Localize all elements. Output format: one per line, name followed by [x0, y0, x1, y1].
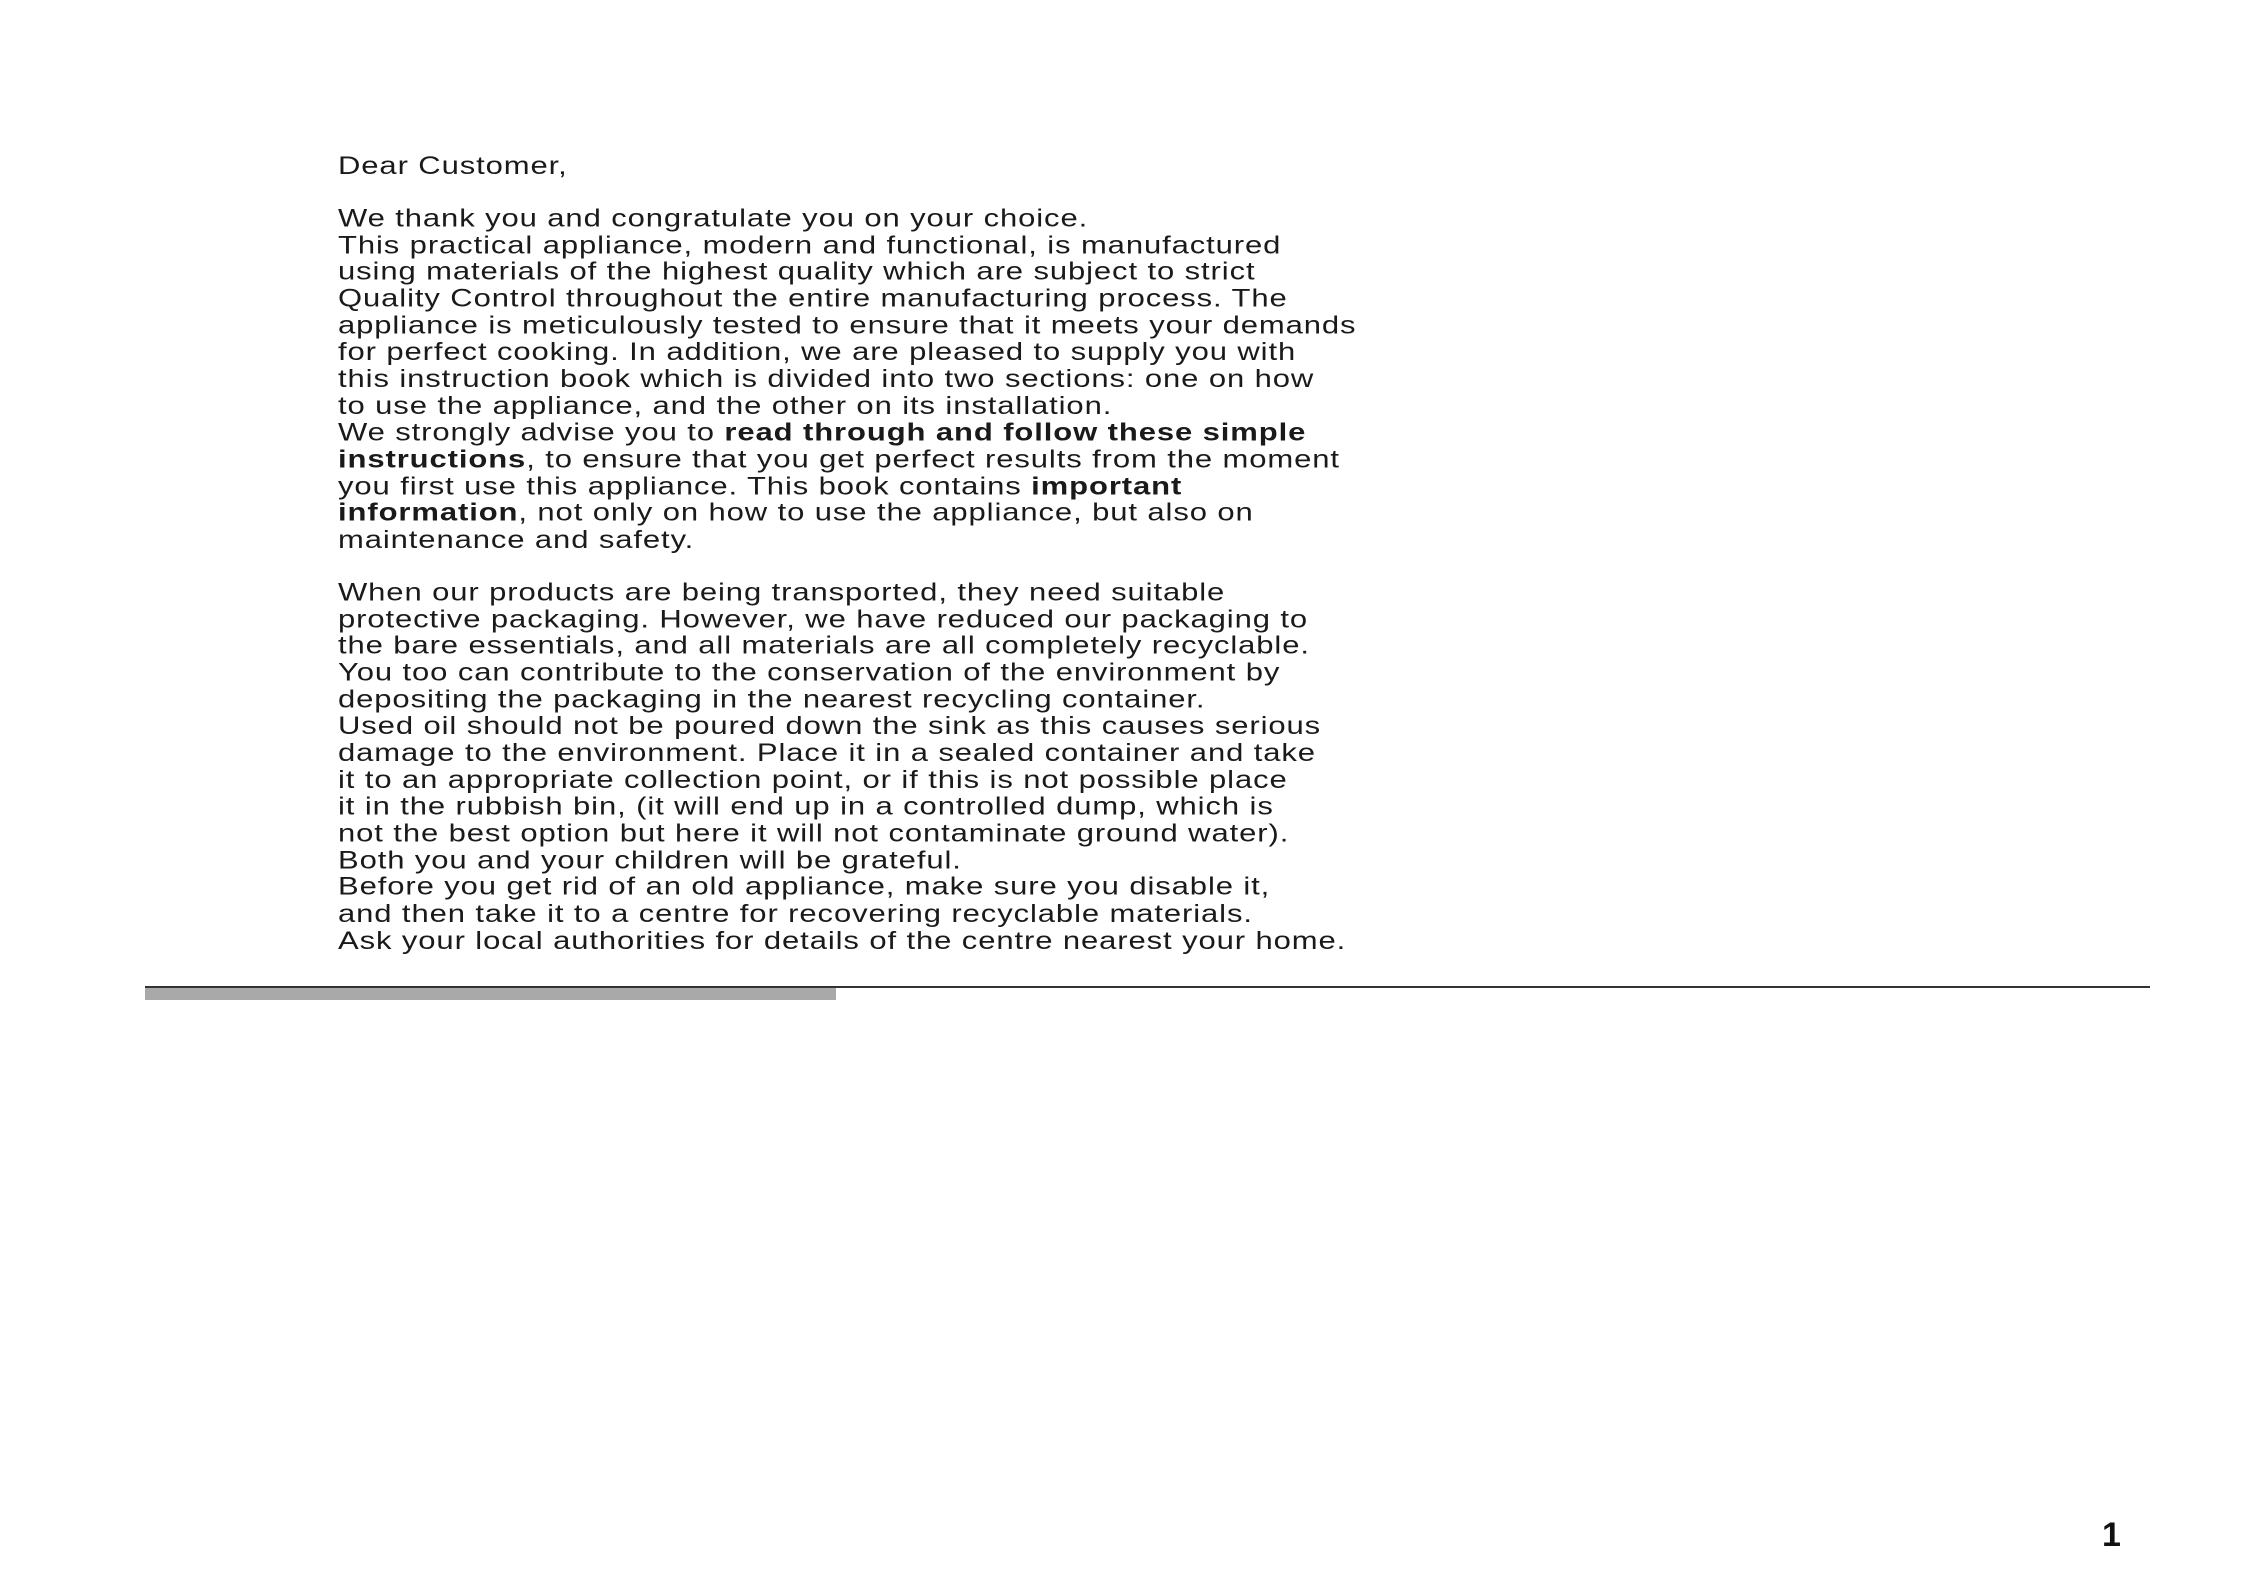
text-line [338, 630, 1346, 660]
text-run: When our products are being transported, they need suitable [338, 577, 1226, 607]
text-line [338, 579, 1346, 606]
text-run: Ask your local authorities for details of the centre nearest your home. [338, 925, 1347, 955]
text-line [338, 764, 1346, 794]
text-line [338, 740, 1346, 767]
text-line [338, 847, 1346, 874]
text-line [338, 256, 1356, 286]
text-line [338, 900, 1346, 927]
text-run: to use the appliance, and the other on its installation. [338, 390, 1113, 420]
bold-text: important [1031, 471, 1183, 500]
text-line [338, 205, 1356, 232]
text-line [338, 419, 1356, 446]
intro-paragraph-text [338, 205, 1356, 553]
text-run: This practical appliance, modern and functional, is manufactured [338, 230, 1282, 259]
text-line [338, 713, 1346, 740]
text-line [338, 526, 1356, 553]
text-line [338, 366, 1356, 393]
environment-paragraph [338, 579, 1346, 1036]
text-line [338, 390, 1356, 420]
text-run: the bare essentials, and all materials are all completely recyclable. [338, 630, 1310, 660]
text-line [338, 312, 1356, 339]
text-run: depositing the packaging in the nearest recycling container. [338, 684, 1206, 714]
text-run: , to ensure that you get perfect results from the moment [526, 444, 1340, 474]
text-run: not the best option but here it will not contaminate ground water). [338, 818, 1290, 848]
text-run: it in the rubbish bin, (it will end up in a controlled dump, which is [338, 791, 1274, 821]
greeting: Dear Customer, [338, 151, 568, 180]
page-number: 1 [2102, 1516, 2121, 1554]
text-run: damage to the environment. Place it in a sealed container and take [338, 738, 1316, 767]
text-run: Before you get rid of an old appliance, make sure you disable it, [338, 872, 1271, 901]
text-run: appliance is meticulously tested to ensure that it meets your demands [338, 310, 1357, 340]
text-line [338, 793, 1346, 820]
text-line [338, 659, 1346, 686]
text-line [338, 339, 1356, 366]
text-line [338, 686, 1346, 713]
text-run: for perfect cooking. In addition, we are pleased to supply you with [338, 337, 1297, 367]
text-run: Used oil should not be poured down the sink as this causes serious [338, 711, 1322, 741]
text-run: You too can contribute to the conservation of the environment by [338, 657, 1281, 687]
text-run: maintenance and safety. [338, 524, 695, 554]
bold-text: information [338, 498, 519, 527]
text-run: you first use this appliance. This book contains [338, 471, 1032, 500]
text-run: this instruction book which is divided into two sections: one on how [338, 364, 1315, 393]
text-line [338, 500, 1356, 527]
text-line [338, 232, 1356, 259]
text-line [338, 874, 1346, 901]
text-run: We strongly advise you to [338, 417, 725, 447]
environment-paragraph-text [338, 579, 1346, 954]
intro-paragraph [338, 205, 1356, 630]
text-line [338, 285, 1356, 312]
text-line [338, 820, 1346, 847]
bold-text: instructions [338, 444, 527, 474]
text-run: Quality Control throughout the entire manufacturing process. The [338, 283, 1288, 313]
text-line [338, 446, 1356, 473]
bold-text: read through and follow these simple [724, 417, 1307, 447]
text-run: it to an appropriate collection point, or if this is not possible place [338, 764, 1288, 794]
text-line [338, 927, 1346, 954]
text-run: and then take it to a centre for recovering recyclable materials. [338, 898, 1253, 928]
text-run: using materials of the highest quality which are subject to strict [338, 256, 1256, 286]
section-divider-bar [145, 988, 836, 1000]
text-run: We thank you and congratulate you on your choice. [338, 203, 1089, 233]
text-run: Both you and your children will be grateful. [338, 845, 962, 874]
text-line [338, 606, 1346, 633]
text-line [338, 473, 1356, 500]
text-run: protective packaging. However, we have reduced our packaging to [338, 604, 1309, 633]
text-run: , not only on how to use the appliance, but also on [518, 498, 1254, 527]
